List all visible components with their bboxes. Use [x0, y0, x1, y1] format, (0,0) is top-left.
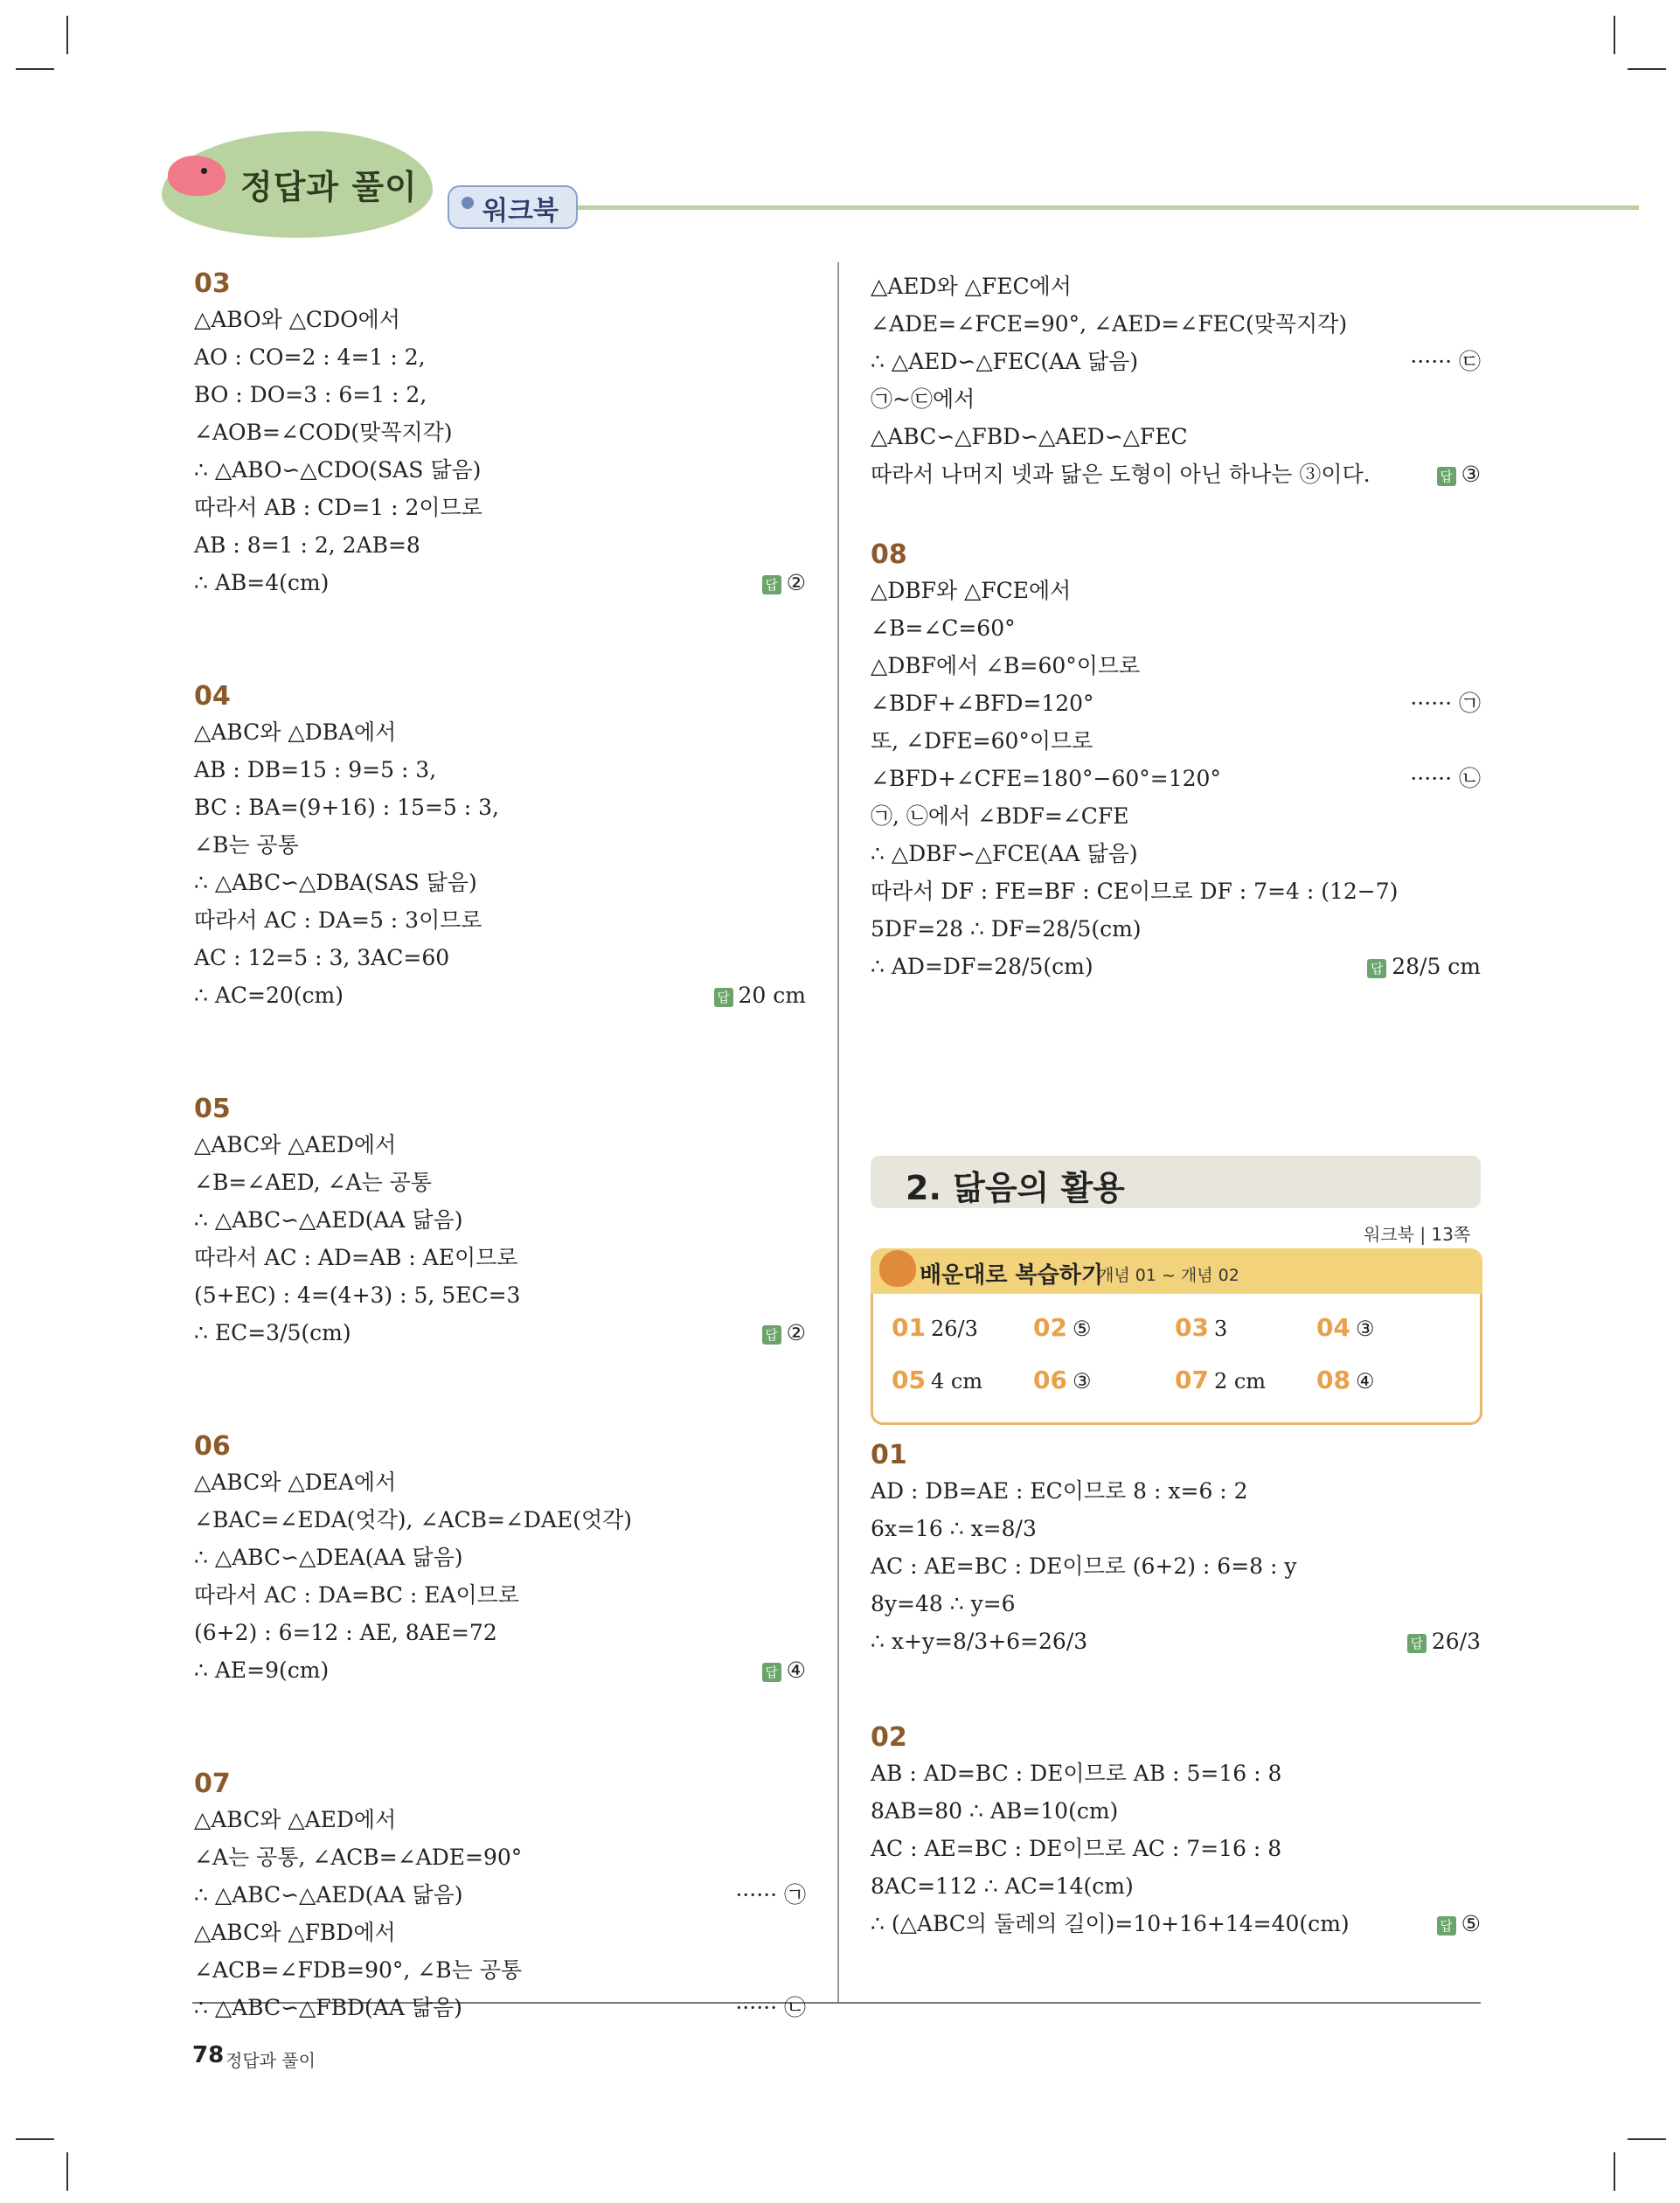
answer	[1437, 455, 1481, 493]
solution-line	[194, 751, 806, 789]
solution-line	[194, 864, 806, 901]
solution-text: AC : AE=BC : DE이므로 AC : 7=16 : 8	[871, 1836, 1282, 1861]
solution-text: AO : CO=2 : 4=1 : 2,	[194, 344, 426, 370]
solution-line	[194, 1463, 806, 1501]
solution-text: 따라서 AC : AD=AB : AE이므로	[194, 1245, 518, 1270]
solution-text: 8AC=112 ∴ AC=14(cm)	[871, 1873, 1134, 1899]
problem-block	[194, 268, 806, 601]
solution-text: ㉠~㉢에서	[871, 386, 975, 412]
section-page-ref: 워크북 | 13쪽	[1364, 1224, 1471, 1245]
review-answer-item	[892, 1313, 978, 1342]
answer-value: ④	[786, 1657, 806, 1683]
column-divider	[837, 262, 839, 2002]
solution-text: 따라서 AB : CD=1 : 2이므로	[194, 495, 482, 520]
solution-line	[194, 1239, 806, 1276]
solution-text: 8y=48 ∴ y=6	[871, 1591, 1016, 1616]
equation-ref	[735, 1989, 806, 2026]
problem-block	[871, 268, 1481, 493]
solution-line	[194, 713, 806, 751]
answer-value: 20 cm	[738, 983, 806, 1008]
solution-text: BC : BA=(9+16) : 15=5 : 3,	[194, 795, 499, 820]
solution-text: ㉠, ㉡에서 ∠BDF=∠CFE	[871, 803, 1129, 829]
problem-block	[871, 539, 1481, 985]
review-item-value: 3	[1213, 1317, 1228, 1341]
crop-mark	[1614, 16, 1615, 54]
answer	[714, 976, 806, 1014]
solution-line	[194, 1576, 806, 1614]
review-item-value: 26/3	[930, 1317, 978, 1341]
solution-line	[194, 376, 806, 413]
solution-text: ∴ AD=DF=28/5(cm)	[871, 954, 1093, 979]
answer-mark-icon: 답	[1407, 1634, 1427, 1653]
crop-mark	[66, 16, 68, 54]
solution-line	[194, 451, 806, 489]
solution-line	[194, 413, 806, 451]
solution-text: ∠ADE=∠FCE=90°, ∠AED=∠FEC(맞꼭지각)	[871, 311, 1348, 337]
tab-dot-icon	[462, 197, 474, 209]
review-item-number: 08	[1316, 1366, 1350, 1394]
solution-line	[194, 1539, 806, 1576]
solution-text: △ABO와 △CDO에서	[194, 307, 400, 332]
crop-mark	[16, 2138, 54, 2140]
solution-text: ∠B=∠AED, ∠A는 공통	[194, 1170, 432, 1195]
problem-block	[871, 1439, 1481, 1660]
solution-text: ∴ △ABO∽△CDO(SAS 닮음)	[194, 457, 482, 483]
crop-mark	[16, 68, 54, 70]
problem-block	[194, 680, 806, 1014]
answer-mark-icon: 답	[1437, 1916, 1456, 1935]
answer-value: ②	[786, 570, 806, 595]
solution-line	[871, 1510, 1481, 1547]
review-item-number: 04	[1316, 1313, 1350, 1342]
solution-text: 따라서 DF : FE=BF : CE이므로 DF : 7=4 : (12−7)	[871, 879, 1399, 904]
solution-line	[871, 380, 1481, 418]
review-answer-item	[1316, 1366, 1374, 1394]
answer-value: ③	[1461, 462, 1481, 487]
solution-text: ∠A는 공통, ∠ACB=∠ADE=90°	[194, 1845, 523, 1870]
solution-line	[871, 609, 1481, 647]
solution-line	[871, 722, 1481, 760]
solution-text: ∠BFD+∠CFE=180°−60°=120°	[871, 766, 1221, 791]
solution-text: 따라서 나머지 넷과 닮은 도형이 아닌 하나는 ③이다.	[871, 462, 1371, 487]
review-answer-item	[1175, 1313, 1227, 1342]
solution-text: △ABC와 △DBA에서	[194, 719, 397, 745]
solution-line	[871, 685, 1481, 722]
solution-line	[194, 789, 806, 826]
answer	[762, 1314, 806, 1352]
solution-line	[871, 455, 1481, 493]
problem-block	[194, 1430, 806, 1689]
answer-mark-icon: 답	[762, 1325, 781, 1345]
solution-line	[194, 1201, 806, 1239]
solution-text: ∠BDF+∠BFD=120°	[871, 691, 1094, 716]
review-answer-item	[1033, 1313, 1091, 1342]
solution-line	[871, 343, 1481, 380]
answer-value: ······ ㉢	[1410, 349, 1481, 374]
solution-line	[871, 647, 1481, 685]
solution-text: AC : AE=BC : DE이므로 (6+2) : 6=8 : y	[871, 1553, 1297, 1579]
review-item-number: 06	[1033, 1366, 1067, 1394]
review-title: 배운대로 복습하기	[920, 1262, 1103, 1289]
solution-text: ∴ (△ABC의 둘레의 길이)=10+16+14=40(cm)	[871, 1911, 1350, 1936]
solution-line	[871, 910, 1481, 948]
solution-text: BO : DO=3 : 6=1 : 2,	[194, 382, 427, 407]
solution-line	[194, 1651, 806, 1689]
solution-line	[871, 797, 1481, 835]
solution-line	[871, 872, 1481, 910]
solution-text: ∴ △DBF∽△FCE(AA 닮음)	[871, 841, 1138, 866]
answer-value: 28/5 cm	[1392, 954, 1481, 979]
review-concept: 개념 01 ~ 개념 02	[1098, 1266, 1239, 1285]
solution-text: AD : DB=AE : EC이므로 8 : x=6 : 2	[871, 1478, 1248, 1504]
solution-text: AC : 12=5 : 3, 3AC=60	[194, 945, 450, 970]
solution-line	[194, 1876, 806, 1914]
solution-line	[871, 948, 1481, 985]
review-item-value: 4 cm	[930, 1369, 983, 1393]
equation-ref	[1410, 685, 1481, 722]
solution-line	[194, 338, 806, 376]
fox-icon	[879, 1250, 916, 1287]
solution-text: ∴ AC=20(cm)	[194, 983, 344, 1008]
solution-text: △ABC와 △AED에서	[194, 1132, 397, 1157]
answer-value: ⑤	[1461, 1911, 1481, 1936]
problem-number: 07	[194, 1769, 231, 1799]
solution-line	[194, 1126, 806, 1164]
solution-text: ∴ △ABC∽△DBA(SAS 닮음)	[194, 870, 477, 895]
answer-value: ②	[786, 1320, 806, 1345]
solution-text: ∴ △ABC∽△AED(AA 닮음)	[194, 1207, 463, 1233]
solution-line	[871, 760, 1481, 797]
solution-text: ∴ △AED∽△FEC(AA 닮음)	[871, 349, 1139, 374]
review-answer-item	[1033, 1366, 1091, 1394]
solution-line	[194, 1614, 806, 1651]
solution-text: ∴ x+y=8/3+6=26/3	[871, 1629, 1088, 1654]
solution-line	[194, 489, 806, 526]
solution-line	[194, 976, 806, 1014]
review-answer-item	[1175, 1366, 1266, 1394]
answer-mark-icon: 답	[1437, 467, 1456, 486]
solution-text: ∠AOB=∠COD(맞꼭지각)	[194, 420, 453, 445]
solution-line	[871, 835, 1481, 872]
solution-line	[194, 826, 806, 864]
problem-block	[194, 1768, 806, 2026]
solution-line	[194, 939, 806, 976]
review-item-value: ⑤	[1072, 1317, 1092, 1341]
solution-line	[871, 268, 1481, 305]
solution-line	[194, 1838, 806, 1876]
problem-number: 05	[194, 1094, 231, 1124]
answer-mark-icon: 답	[1367, 959, 1386, 978]
problem-block	[871, 1721, 1481, 1942]
solution-text: △ABC와 △DEA에서	[194, 1470, 397, 1495]
answer-value: ······ ㉠	[1410, 691, 1481, 716]
equation-ref	[1410, 343, 1481, 380]
answer	[762, 564, 806, 601]
crop-mark	[1628, 68, 1666, 70]
solution-line	[194, 1951, 806, 1989]
review-item-value: ④	[1355, 1369, 1375, 1393]
solution-text: (5+EC) : 4=(4+3) : 5, 5EC=3	[194, 1282, 521, 1308]
page-header-title: 정답과 풀이	[240, 168, 418, 206]
review-item-value: ③	[1355, 1317, 1375, 1341]
review-item-value: 2 cm	[1213, 1369, 1267, 1393]
solution-line	[194, 1501, 806, 1539]
solution-text: ∴ △ABC∽△FBD(AA 닮음)	[194, 1995, 462, 2020]
solution-line	[871, 418, 1481, 455]
solution-line	[871, 1905, 1481, 1942]
solution-text: 5DF=28 ∴ DF=28/5(cm)	[871, 916, 1142, 942]
solution-line	[871, 305, 1481, 343]
review-answer-item	[892, 1366, 982, 1394]
solution-line	[194, 1801, 806, 1838]
problem-number: 04	[194, 681, 231, 712]
answer-mark-icon: 답	[762, 1663, 781, 1682]
answer-mark-icon: 답	[714, 988, 733, 1007]
crop-mark	[1628, 2138, 1666, 2140]
answer	[1407, 1623, 1481, 1660]
solution-text: 또, ∠DFE=60°이므로	[871, 728, 1093, 754]
solution-line	[871, 1867, 1481, 1905]
crop-mark	[1614, 2152, 1615, 2191]
section-title: 2. 닮음의 활용	[906, 1169, 1125, 1207]
solution-text: AB : DB=15 : 9=5 : 3,	[194, 757, 437, 782]
footer-label: 정답과 풀이	[226, 2050, 316, 2071]
solution-text: 8AB=80 ∴ AB=10(cm)	[871, 1798, 1119, 1824]
solution-line	[871, 1755, 1481, 1792]
solution-text: 따라서 AC : DA=5 : 3이므로	[194, 907, 482, 933]
solution-text: ∠BAC=∠EDA(엇각), ∠ACB=∠DAE(엇각)	[194, 1507, 632, 1532]
solution-text: AB : AD=BC : DE이므로 AB : 5=16 : 8	[871, 1761, 1282, 1786]
answer-value: ······ ㉠	[735, 1882, 806, 1908]
solution-text: 6x=16 ∴ x=8/3	[871, 1516, 1037, 1541]
answer-value: 26/3	[1431, 1629, 1481, 1654]
page-number: 78	[192, 2042, 225, 2068]
solution-line	[194, 1989, 806, 2026]
solution-line	[871, 1585, 1481, 1623]
equation-ref	[1410, 760, 1481, 797]
header-rule	[559, 205, 1639, 210]
solution-text: △ABC와 △FBD에서	[194, 1920, 396, 1945]
solution-line	[871, 1792, 1481, 1830]
problem-number: 06	[194, 1431, 231, 1462]
solution-text: △ABC와 △AED에서	[194, 1807, 397, 1832]
solution-line	[871, 572, 1481, 609]
solution-text: 따라서 AC : DA=BC : EA이므로	[194, 1582, 519, 1608]
solution-text: ∠B=∠C=60°	[871, 615, 1016, 641]
whale-icon	[168, 156, 226, 196]
solution-text: ∠B는 공통	[194, 832, 299, 858]
solution-line	[871, 1830, 1481, 1867]
solution-line	[194, 564, 806, 601]
solution-text: ∴ EC=3/5(cm)	[194, 1320, 351, 1345]
review-item-number: 07	[1175, 1366, 1209, 1394]
solution-text: ∴ AE=9(cm)	[194, 1657, 330, 1683]
answer	[1367, 948, 1481, 985]
solution-text: ∴ △ABC∽△DEA(AA 닮음)	[194, 1545, 463, 1570]
answer	[762, 1651, 806, 1689]
solution-text: △AED와 △FEC에서	[871, 274, 1072, 299]
problem-number: 02	[871, 1722, 907, 1753]
solution-text: ∠ACB=∠FDB=90°, ∠B는 공통	[194, 1957, 523, 1983]
problem-number: 08	[871, 539, 907, 570]
solution-line	[194, 1164, 806, 1201]
solution-line	[194, 1314, 806, 1352]
solution-text: △DBF와 △FCE에서	[871, 578, 1072, 603]
whale-eye	[201, 168, 207, 174]
review-item-number: 01	[892, 1313, 926, 1342]
review-item-number: 05	[892, 1366, 926, 1394]
review-answer-item	[1316, 1313, 1374, 1342]
solution-line	[194, 526, 806, 564]
answer-mark-icon: 답	[762, 575, 781, 594]
solution-text: ∴ △ABC∽△AED(AA 닮음)	[194, 1882, 463, 1908]
answer-value: ······ ㉡	[735, 1995, 806, 2020]
review-item-value: ③	[1072, 1369, 1092, 1393]
solution-text: △ABC∽△FBD∽△AED∽△FEC	[871, 424, 1188, 449]
review-item-number: 02	[1033, 1313, 1067, 1342]
problem-number: 01	[871, 1440, 907, 1470]
problem-block	[194, 1093, 806, 1352]
solution-text: ∴ AB=4(cm)	[194, 570, 330, 595]
problem-number: 03	[194, 268, 231, 299]
crop-mark	[66, 2152, 68, 2191]
equation-ref	[735, 1876, 806, 1914]
solution-line	[871, 1547, 1481, 1585]
solution-line	[194, 1276, 806, 1314]
answer-value: ······ ㉡	[1410, 766, 1481, 791]
review-item-number: 03	[1175, 1313, 1209, 1342]
solution-text: AB : 8=1 : 2, 2AB=8	[194, 532, 420, 558]
answer	[1437, 1905, 1481, 1942]
solution-line	[871, 1623, 1481, 1660]
solution-text: △DBF에서 ∠B=60°이므로	[871, 653, 1141, 678]
solution-line	[871, 1472, 1481, 1510]
solution-line	[194, 901, 806, 939]
workbook-tab-label: 워크북	[482, 196, 559, 226]
solution-line	[194, 1914, 806, 1951]
solution-line	[194, 301, 806, 338]
solution-text: (6+2) : 6=12 : AE, 8AE=72	[194, 1620, 497, 1645]
